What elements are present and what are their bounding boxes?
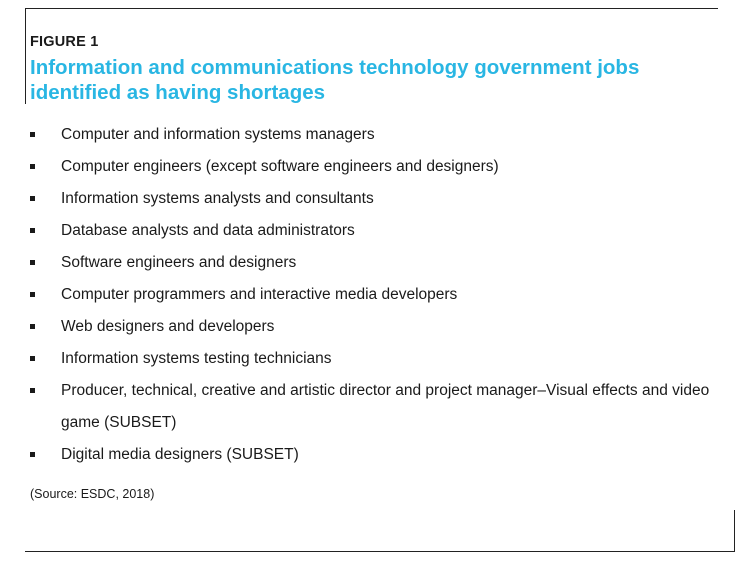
list-item: [30, 375, 710, 439]
job-title: Digital media designers (SUBSET): [61, 446, 299, 463]
frame-top-rule: [25, 8, 718, 9]
job-title: Computer and information systems managers: [61, 126, 375, 143]
list-item: [30, 279, 710, 311]
list-item: [30, 151, 710, 183]
job-title: Database analysts and data administrators: [61, 222, 355, 239]
bullet-icon: [30, 164, 35, 169]
figure-title: Information and communications technology government jobs identified as having shortages: [30, 56, 640, 104]
job-title: Computer engineers (except software engineers and designers): [61, 158, 499, 175]
bullet-icon: [30, 196, 35, 201]
figure-label: FIGURE 1: [30, 34, 99, 50]
list-item: [30, 183, 710, 215]
bullet-icon: [30, 388, 35, 393]
job-list: [30, 119, 710, 471]
list-item: [30, 311, 710, 343]
job-title: Information systems testing technicians: [61, 350, 332, 367]
list-item: [30, 247, 710, 279]
list-item: [30, 119, 710, 151]
bullet-icon: [30, 132, 35, 137]
job-title: Producer, technical, creative and artistic director and project manager–Visual effects and video game (SUBSET): [61, 382, 710, 431]
bullet-icon: [30, 292, 35, 297]
bullet-icon: [30, 228, 35, 233]
bullet-icon: [30, 260, 35, 265]
job-title: Web designers and developers: [61, 318, 275, 335]
bullet-icon: [30, 452, 35, 457]
job-title: Information systems analysts and consultants: [61, 190, 374, 207]
job-title: Computer programmers and interactive media developers: [61, 286, 458, 303]
frame-bottom-rule: [25, 551, 735, 552]
bullet-icon: [30, 324, 35, 329]
list-item: [30, 343, 710, 375]
frame-left-rule: [25, 8, 26, 104]
list-item: [30, 215, 710, 247]
source-note: (Source: ESDC, 2018): [30, 487, 155, 501]
bullet-icon: [30, 356, 35, 361]
frame-right-rule: [734, 510, 735, 552]
list-item: [30, 439, 710, 471]
job-title: Software engineers and designers: [61, 254, 297, 271]
